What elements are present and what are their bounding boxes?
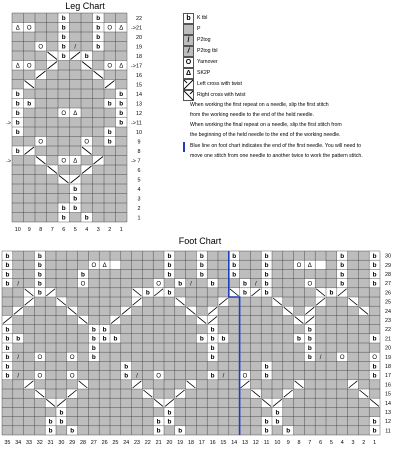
- foot-chart-k-tbl-stitch: b: [81, 271, 85, 279]
- foot-chart-k-tbl-stitch: b: [178, 427, 183, 435]
- leg-chart-k-tbl-stitch: b: [96, 24, 101, 32]
- leg-arrow-right: ->: [131, 25, 136, 32]
- legend-label: P: [197, 26, 201, 32]
- leg-chart-sk2p-stitch: Δ: [73, 111, 78, 118]
- foot-row-label: 22: [385, 327, 391, 334]
- foot-chart-k-tbl-stitch: b: [329, 289, 334, 297]
- foot-chart-k-tbl-stitch: b: [372, 271, 377, 279]
- foot-chart-k-tbl-stitch: b: [372, 418, 377, 426]
- leg-row-label: 1: [137, 215, 141, 222]
- foot-chart-k-tbl-stitch: b: [5, 372, 10, 380]
- foot-col-label: 26: [101, 440, 108, 446]
- foot-chart-k-tbl-stitch: b: [210, 354, 215, 362]
- foot-col-label: 15: [220, 440, 227, 446]
- foot-col-label: 18: [188, 440, 194, 446]
- foot-chart-k-tbl-stitch: b: [5, 252, 10, 260]
- leg-row-label: 17: [136, 63, 142, 70]
- leg-col-label: 4: [85, 227, 89, 233]
- foot-chart-k-tbl-stitch: b: [48, 418, 53, 426]
- leg-col-label: 3: [96, 227, 100, 233]
- foot-col-label: 21: [155, 440, 162, 446]
- foot-chart-yarnover-stitch: O: [69, 373, 75, 380]
- leg-row-label: 5: [137, 177, 141, 184]
- foot-col-label: 24: [123, 440, 130, 446]
- foot-chart-k-tbl-stitch: b: [59, 409, 64, 417]
- foot-chart-p2tog-stitch: /: [17, 373, 20, 380]
- leg-row-label: 11: [136, 120, 142, 127]
- foot-chart-k-tbl-stitch: b: [210, 372, 215, 380]
- foot-chart-p2tog-stitch: /: [136, 373, 138, 380]
- legend-label: Left cross with twist: [197, 81, 242, 87]
- leg-chart-k-tbl-stitch: b: [73, 195, 78, 203]
- leg-chart-yarnover-stitch: O: [107, 63, 113, 70]
- note-final-repeat-line-2: the beginning of the held needle to the end of the working needle.: [190, 132, 341, 138]
- foot-chart-sk2p-stitch: Δ: [307, 263, 312, 270]
- sk2p-symbol-icon: Δ: [183, 68, 194, 79]
- foot-row-label: 25: [385, 299, 391, 306]
- foot-chart-yarnover-stitch: O: [37, 373, 43, 380]
- foot-chart-k-tbl-stitch: b: [5, 326, 10, 334]
- foot-chart-k-tbl-stitch: b: [340, 271, 345, 279]
- foot-chart-cell: [315, 260, 326, 269]
- leg-chart-k-tbl-stitch: b: [119, 110, 124, 118]
- foot-col-label: 20: [166, 440, 173, 446]
- foot-chart-p2tog-stitch: /: [17, 281, 20, 288]
- leg-chart-k-tbl-stitch: b: [15, 148, 20, 156]
- legend-label: P2tog: [197, 37, 211, 43]
- foot-row-label: 24: [385, 308, 391, 315]
- foot-chart-k-tbl-stitch: b: [167, 252, 172, 260]
- leg-chart-k-tbl-stitch: b: [15, 91, 20, 99]
- legend-label: K tbl: [197, 15, 208, 21]
- foot-chart-k-tbl-stitch: b: [232, 252, 237, 260]
- foot-chart-k-tbl-stitch: b: [264, 252, 269, 260]
- leg-row-label: 8: [137, 148, 141, 155]
- leg-col-label: 6: [62, 227, 66, 233]
- leg-row-label: 14: [136, 91, 142, 98]
- foot-chart-k-tbl-stitch: b: [5, 262, 10, 270]
- foot-chart-k-tbl-stitch: b: [210, 335, 215, 343]
- foot-row-label: 13: [385, 410, 391, 417]
- foot-chart-k-tbl-stitch: b: [275, 409, 280, 417]
- foot-chart-k-tbl-stitch: b: [264, 280, 269, 288]
- legend-label: Yarnover: [197, 59, 218, 65]
- foot-row-label: 12: [385, 419, 391, 426]
- foot-chart-k-tbl-stitch: b: [199, 252, 204, 260]
- leg-chart-yarnover-stitch: O: [38, 139, 44, 146]
- p2tog-symbol-icon: /: [183, 35, 194, 46]
- foot-row-label: 26: [385, 290, 391, 297]
- foot-chart-k-tbl-stitch: b: [340, 262, 345, 270]
- foot-chart-k-tbl-stitch: b: [156, 418, 161, 426]
- foot-chart-k-tbl-stitch: b: [286, 427, 291, 435]
- foot-chart-k-tbl-stitch: b: [167, 271, 172, 279]
- foot-chart-k-tbl-stitch: b: [264, 427, 269, 435]
- foot-chart-k-tbl-stitch: b: [243, 289, 247, 297]
- foot-col-label: 30: [58, 440, 65, 446]
- leg-chart-k-tbl-stitch: b: [27, 100, 32, 108]
- foot-col-label: 5: [329, 440, 333, 446]
- leg-chart-yarnover-stitch: O: [61, 111, 67, 118]
- foot-chart-k-tbl-stitch: b: [37, 262, 42, 270]
- foot-chart-k-tbl-stitch: b: [145, 289, 150, 297]
- foot-col-label: 12: [252, 440, 259, 446]
- foot-col-label: 27: [90, 440, 97, 446]
- foot-row-label: 16: [385, 382, 391, 389]
- foot-chart-k-tbl-stitch: b: [5, 344, 10, 352]
- foot-chart-k-tbl-stitch: b: [372, 335, 377, 343]
- foot-chart-k-tbl-stitch: b: [70, 427, 75, 435]
- leg-chart-k-tbl-stitch: b: [15, 119, 20, 127]
- foot-chart-k-tbl-stitch: b: [372, 427, 377, 435]
- foot-chart-k-tbl-stitch: b: [37, 252, 42, 260]
- leg-chart-sk2p-stitch: Δ: [119, 25, 124, 32]
- leg-chart-k-tbl-stitch: b: [119, 100, 124, 108]
- foot-chart-k-tbl-stitch: b: [37, 289, 42, 297]
- leg-chart-k-tbl-stitch: b: [61, 34, 66, 42]
- purl-symbol-icon: [183, 24, 194, 35]
- leg-chart-sk2p-stitch: Δ: [73, 158, 78, 165]
- foot-chart-k-tbl-stitch: b: [5, 280, 10, 288]
- foot-chart-k-tbl-stitch: b: [102, 335, 107, 343]
- foot-chart-k-tbl-stitch: b: [264, 372, 269, 380]
- foot-chart-k-tbl-stitch: b: [264, 262, 269, 270]
- foot-col-label: 19: [177, 440, 184, 446]
- leg-arrow-right: ->: [131, 120, 136, 127]
- leg-col-label: 2: [108, 227, 112, 233]
- leg-chart-title: Leg Chart: [65, 1, 105, 11]
- foot-row-label: 11: [385, 428, 391, 435]
- foot-col-label: 29: [69, 440, 76, 446]
- leg-chart-k-tbl-stitch: b: [61, 15, 66, 23]
- leg-chart-sk2p-stitch: Δ: [15, 25, 20, 32]
- foot-chart-k-tbl-stitch: b: [37, 280, 42, 288]
- leg-arrow-left: ->: [6, 120, 11, 127]
- foot-chart-k-tbl-stitch: b: [199, 262, 204, 270]
- leg-col-label: 7: [50, 227, 54, 233]
- right-cross-symbol-icon: [183, 90, 194, 101]
- leg-row-label: 13: [136, 101, 142, 108]
- foot-col-label: 3: [351, 440, 355, 446]
- foot-chart-k-tbl-stitch: b: [221, 335, 226, 343]
- foot-chart-k-tbl-stitch: b: [340, 280, 345, 288]
- leg-chart-k-tbl-stitch: b: [96, 15, 101, 23]
- foot-col-label: 9: [286, 440, 290, 446]
- foot-chart-k-tbl-stitch: b: [307, 344, 312, 352]
- leg-chart-k-tbl-stitch: b: [61, 24, 66, 32]
- foot-chart-sk2p-stitch: Δ: [102, 263, 107, 270]
- leg-chart-k-tbl-stitch: b: [15, 110, 20, 118]
- leg-arrow-left: ->: [6, 158, 11, 165]
- foot-chart-k-tbl-stitch: b: [340, 252, 345, 260]
- foot-chart-k-tbl-stitch: b: [264, 363, 269, 371]
- foot-row-label: 20: [385, 345, 391, 352]
- foot-col-label: 17: [198, 440, 205, 446]
- foot-col-label: 35: [4, 440, 11, 446]
- foot-chart-p2tog-stitch: /: [254, 281, 257, 288]
- foot-chart-yarnover-stitch: O: [156, 281, 161, 288]
- foot-chart-k-tbl-stitch: b: [264, 418, 269, 426]
- leg-chart-yarnover-stitch: O: [84, 139, 90, 146]
- foot-chart-k-tbl-stitch: b: [5, 354, 10, 362]
- leg-chart-k-tbl-stitch: b: [15, 100, 20, 108]
- note-blue-line-2: move one stitch from one needle to another twice to work the pattern stitch.: [190, 153, 363, 159]
- foot-col-label: 13: [242, 440, 248, 446]
- leg-chart-yarnover-stitch: O: [26, 25, 32, 32]
- foot-chart-k-tbl-stitch: b: [48, 427, 53, 435]
- leg-chart-k-tbl-stitch: b: [84, 53, 89, 61]
- foot-chart-k-tbl-stitch: b: [113, 335, 118, 343]
- foot-chart-yarnover-stitch: O: [91, 263, 97, 270]
- foot-col-label: 8: [297, 440, 301, 446]
- foot-chart-yarnover-stitch: O: [69, 355, 75, 362]
- foot-chart-k-tbl-stitch: b: [37, 271, 42, 279]
- leg-chart-sk2p-stitch: Δ: [119, 63, 124, 70]
- foot-chart-yarnover-stitch: O: [339, 355, 345, 362]
- leg-chart-sk2p-stitch: Δ: [15, 63, 20, 70]
- foot-col-label: 11: [263, 440, 270, 446]
- yarnover-symbol-icon: O: [183, 57, 194, 68]
- foot-chart-k-tbl-stitch: b: [232, 271, 237, 279]
- foot-row-label: 27: [385, 281, 391, 288]
- foot-col-label: 34: [15, 440, 22, 446]
- foot-chart-yarnover-stitch: O: [296, 263, 302, 270]
- leg-chart-k-tbl-stitch: b: [61, 43, 66, 51]
- foot-col-label: 23: [134, 440, 140, 446]
- foot-chart-p2tog-stitch: /: [319, 355, 322, 362]
- p2tog-tbl-symbol-icon: /: [183, 46, 194, 57]
- k-tbl-symbol-icon: b: [183, 13, 194, 24]
- leg-chart-yarnover-stitch: O: [61, 158, 67, 165]
- foot-row-label: 18: [385, 364, 391, 371]
- leg-chart-k-tbl-stitch: b: [107, 100, 112, 108]
- leg-row-label: 22: [136, 15, 142, 22]
- foot-chart-k-tbl-stitch: b: [178, 280, 183, 288]
- foot-chart-p2tog-stitch: /: [222, 373, 225, 380]
- foot-col-label: 33: [26, 440, 32, 446]
- leg-col-label: 10: [14, 227, 21, 233]
- note-first-repeat-line-2: from the working needle to the end of the held needle.: [190, 112, 315, 118]
- foot-col-label: 14: [231, 440, 238, 446]
- foot-chart-k-tbl-stitch: b: [372, 262, 377, 270]
- foot-chart-yarnover-stitch: O: [372, 355, 377, 362]
- foot-col-label: 22: [144, 440, 151, 446]
- foot-chart-k-tbl-stitch: b: [210, 326, 215, 334]
- leg-chart-k-tbl-stitch: b: [61, 53, 66, 61]
- foot-chart-p2tog-stitch: /: [17, 355, 20, 362]
- leg-chart-k-tbl-stitch: b: [84, 214, 89, 222]
- leg-row-label: 3: [137, 196, 141, 203]
- foot-row-label: 21: [385, 336, 391, 343]
- foot-col-label: 16: [209, 440, 216, 446]
- leg-row-label: 15: [136, 82, 142, 89]
- foot-chart-cell: [110, 260, 121, 269]
- leg-row-label: 4: [137, 186, 141, 193]
- foot-chart-k-tbl-stitch: b: [91, 354, 96, 362]
- foot-chart-k-tbl-stitch: b: [307, 335, 312, 343]
- foot-chart-k-tbl-stitch: b: [91, 344, 96, 352]
- foot-chart-k-tbl-stitch: b: [124, 372, 129, 380]
- foot-chart-yarnover-stitch: O: [80, 281, 86, 288]
- foot-col-label: 7: [308, 440, 312, 446]
- leg-row-label: 7: [137, 158, 141, 165]
- foot-row-label: 19: [385, 354, 391, 361]
- foot-chart-k-tbl-stitch: b: [5, 363, 10, 371]
- leg-row-label: 16: [136, 72, 142, 79]
- leg-arrow-right: ->: [131, 63, 136, 70]
- leg-chart-k-tbl-stitch: b: [96, 34, 101, 42]
- legend-label: SK2P: [197, 70, 211, 76]
- foot-chart-k-tbl-stitch: b: [167, 262, 172, 270]
- foot-col-label: 4: [340, 440, 344, 446]
- leg-chart-k-tbl-stitch: b: [119, 91, 124, 99]
- foot-chart-yarnover-stitch: O: [242, 373, 248, 380]
- leg-row-label: 2: [137, 205, 141, 212]
- leg-row-label: 19: [136, 44, 142, 51]
- foot-chart-k-tbl-stitch: b: [307, 354, 312, 362]
- foot-chart-k-tbl-stitch: b: [167, 418, 172, 426]
- foot-col-label: 6: [319, 440, 323, 446]
- foot-col-label: 31: [47, 440, 54, 446]
- foot-col-label: 32: [36, 440, 43, 446]
- leg-col-label: 8: [39, 227, 43, 233]
- foot-col-label: 25: [112, 440, 119, 446]
- leg-row-label: 6: [137, 167, 141, 174]
- foot-row-label: 29: [385, 262, 391, 269]
- leg-arrow-right: ->: [131, 158, 136, 165]
- note-first-repeat-line-1: When working the first repeat on a needle, slip the first stitch: [190, 102, 329, 108]
- foot-chart-k-tbl-stitch: b: [59, 418, 64, 426]
- leg-row-label: 20: [136, 34, 142, 41]
- foot-row-label: 14: [385, 400, 391, 407]
- foot-chart-k-tbl-stitch: b: [210, 280, 215, 288]
- leg-row-label: 21: [136, 25, 142, 32]
- foot-chart-k-tbl-stitch: b: [5, 271, 10, 279]
- note-final-repeat-line-1: When working the final repeat on a needle, slip the first stitch from: [190, 122, 342, 128]
- foot-chart-k-tbl-stitch: b: [210, 344, 215, 352]
- leg-col-label: 1: [119, 227, 123, 233]
- leg-row-label: 9: [137, 139, 141, 146]
- leg-row-label: 18: [136, 53, 142, 60]
- foot-chart-k-tbl-stitch: b: [91, 335, 96, 343]
- leg-col-label: 5: [73, 227, 77, 233]
- left-cross-symbol-icon: [183, 79, 194, 90]
- leg-col-label: 9: [27, 227, 31, 233]
- foot-row-label: 30: [385, 253, 391, 260]
- foot-chart-k-tbl-stitch: b: [372, 372, 377, 380]
- foot-row-label: 28: [385, 272, 391, 279]
- foot-chart-k-tbl-stitch: b: [372, 252, 377, 260]
- leg-chart-yarnover-stitch: O: [38, 44, 44, 51]
- foot-chart-k-tbl-stitch: b: [372, 280, 377, 288]
- foot-chart-k-tbl-stitch: b: [167, 289, 172, 297]
- leg-chart-yarnover-stitch: O: [26, 63, 32, 70]
- foot-chart-k-tbl-stitch: b: [264, 271, 269, 279]
- foot-chart-k-tbl-stitch: b: [264, 289, 269, 297]
- foot-chart-k-tbl-stitch: b: [275, 418, 280, 426]
- leg-chart-p2tog-stitch: /: [74, 44, 77, 51]
- leg-chart-k-tbl-stitch: b: [73, 186, 78, 194]
- foot-chart-k-tbl-stitch: b: [243, 280, 247, 288]
- foot-row-label: 15: [385, 391, 391, 398]
- leg-chart-k-tbl-stitch: b: [61, 214, 66, 222]
- foot-row-label: 23: [385, 318, 391, 325]
- foot-chart-title: Foot Chart: [178, 236, 222, 246]
- foot-chart-yarnover-stitch: O: [307, 281, 313, 288]
- foot-chart-k-tbl-stitch: b: [199, 335, 204, 343]
- foot-chart-k-tbl-stitch: b: [102, 326, 107, 334]
- foot-chart-k-tbl-stitch: b: [372, 363, 377, 371]
- foot-chart-k-tbl-stitch: b: [124, 363, 129, 371]
- foot-chart-k-tbl-stitch: b: [297, 335, 301, 343]
- foot-chart-k-tbl-stitch: b: [167, 409, 172, 417]
- foot-chart-k-tbl-stitch: b: [307, 326, 312, 334]
- foot-chart-yarnover-stitch: O: [37, 355, 43, 362]
- leg-chart-k-tbl-stitch: b: [73, 205, 78, 213]
- foot-chart-p2tog-stitch: /: [190, 281, 192, 288]
- note-blue-line-1: Blue line on foot chart indicates the end of the first needle. You will need to: [190, 143, 362, 149]
- foot-chart-k-tbl-stitch: b: [91, 326, 96, 334]
- foot-row-label: 17: [385, 373, 391, 380]
- foot-chart-k-tbl-stitch: b: [5, 335, 10, 343]
- leg-chart-k-tbl-stitch: b: [119, 119, 124, 127]
- foot-chart-k-tbl-stitch: b: [232, 262, 237, 270]
- foot-col-label: 1: [373, 440, 377, 446]
- leg-chart-k-tbl-stitch: b: [61, 205, 66, 213]
- legend-label: P2tog tbl: [197, 48, 218, 54]
- leg-row-label: 10: [136, 129, 142, 136]
- blue-line-indicator: [183, 142, 185, 152]
- leg-chart-k-tbl-stitch: b: [15, 129, 20, 137]
- foot-col-label: 2: [362, 440, 366, 446]
- foot-chart-k-tbl-stitch: b: [16, 335, 21, 343]
- legend-label: Right cross with twist: [197, 92, 246, 98]
- leg-row-label: 12: [136, 110, 142, 117]
- leg-chart-yarnover-stitch: O: [107, 25, 113, 32]
- leg-chart-k-tbl-stitch: b: [107, 129, 112, 137]
- leg-chart-k-tbl-stitch: b: [107, 138, 112, 146]
- foot-col-label: 28: [80, 440, 86, 446]
- foot-chart-yarnover-stitch: O: [156, 373, 161, 380]
- foot-col-label: 10: [274, 440, 281, 446]
- foot-chart-k-tbl-stitch: b: [156, 427, 161, 435]
- leg-chart-k-tbl-stitch: b: [96, 43, 101, 51]
- foot-chart-k-tbl-stitch: b: [199, 271, 204, 279]
